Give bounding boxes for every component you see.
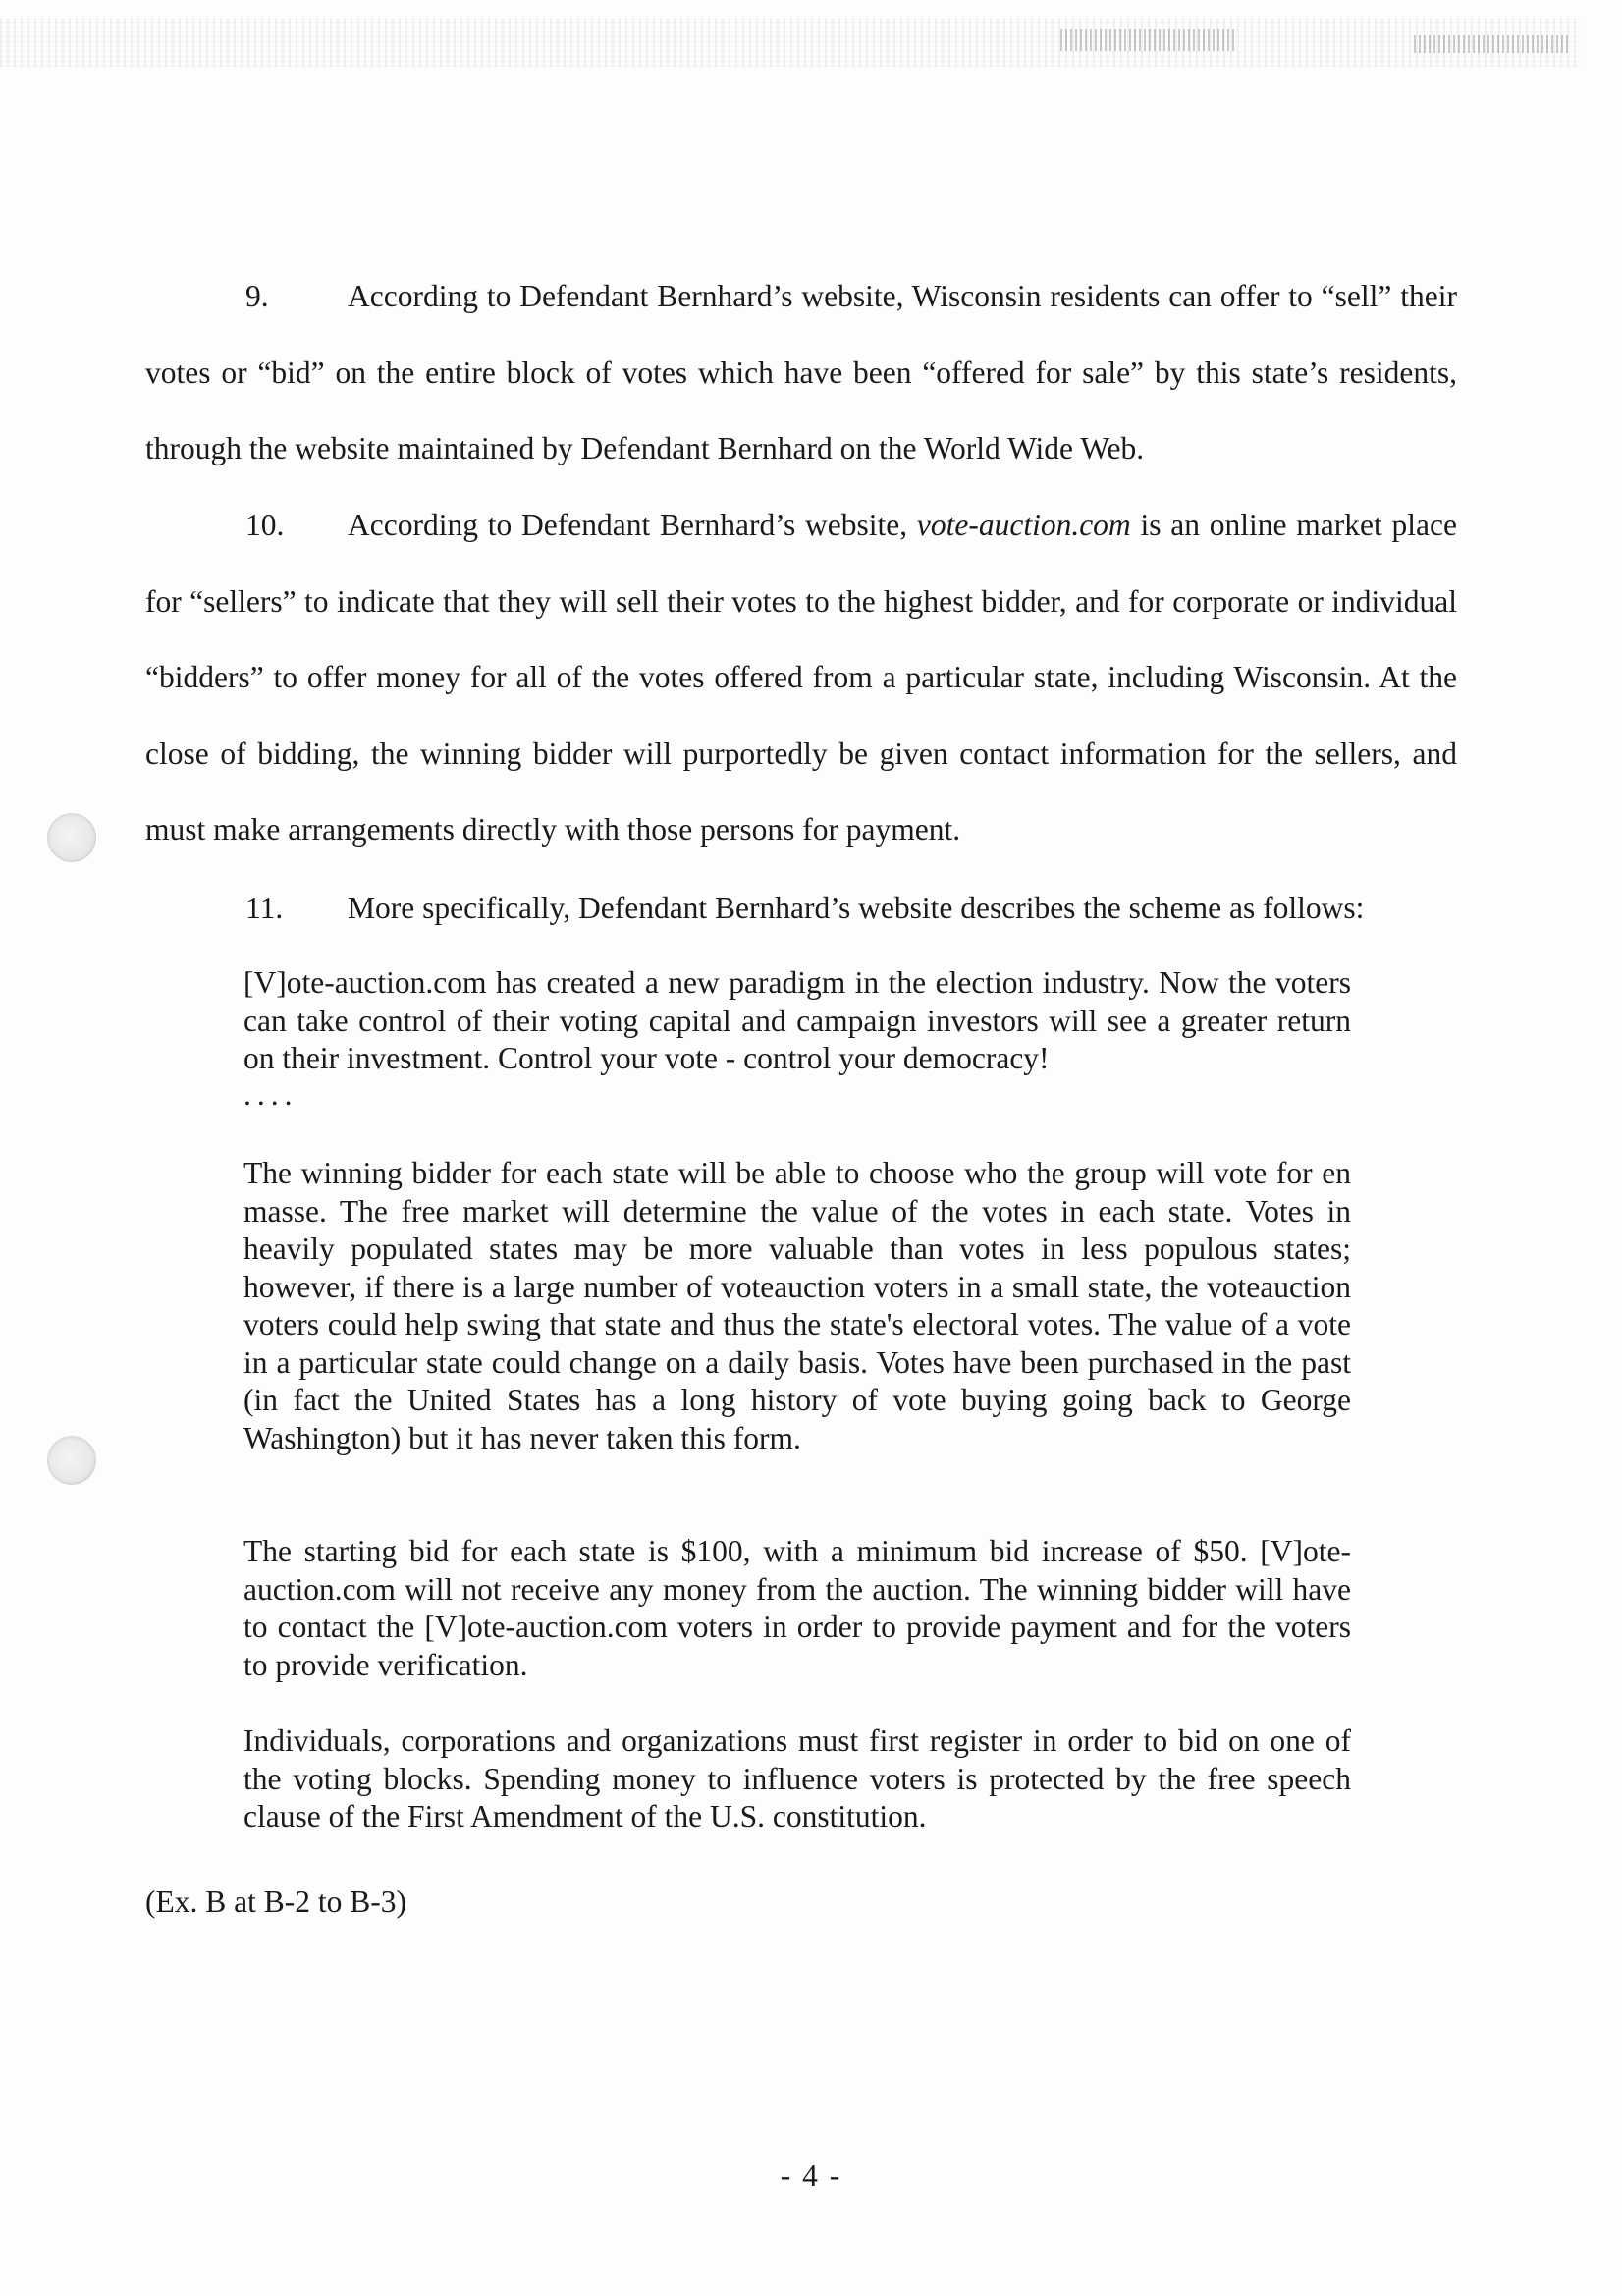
scan-noise-strip xyxy=(0,18,1581,67)
block-quote: [V]ote-auction.com has created a new paradigm in the election industry. Now the voters can take control of their voting capital and campaign investors will see a greater return on their investment. Control your vote - control your democracy! xyxy=(243,965,1351,1075)
paragraph-text: According to Defendant Bernhard’s website, xyxy=(348,508,917,542)
block-quote: Individuals, corporations and organizations must first register in order to bid on one of the voting blocks. Spending money to influence voters is protected by the free speech clause of the First Amendment of the U.S. constitution. xyxy=(243,1723,1351,1833)
block-quote: The winning bidder for each state will be able to choose who the group will vote for en masse. The free market will determine the value of the votes in each state. Votes in heavily populated states may be more valuable than votes in less populous states; however, if there is a large number of voteauction voters in a small state, the voteauction voters could help swing that state and thus the state's electoral votes. The value of a vote in a particular state could change on a daily basis. Votes have been purchased in the past (in fact the United States has a long history of vote buying going back to George Washington) but it has never taken this form. xyxy=(243,1156,1351,1455)
page-number: - 4 - xyxy=(780,2159,842,2193)
paragraph-9 xyxy=(145,258,1457,487)
paragraph-number: 11. xyxy=(245,891,284,925)
scan-noise-mark xyxy=(1414,35,1571,53)
paragraph-number: 10. xyxy=(245,508,285,542)
paragraph-text: More specifically, Defendant Bernhard’s website describes the scheme as follows: xyxy=(348,891,1365,925)
punch-hole-upper xyxy=(47,813,96,862)
paragraph-text: is an online market place for “sellers” to indicate that they will sell their votes to the highest bidder, and for corporate or individual “bidders” to offer money for all of the votes offered from a particular state, including Wisconsin. At the close of bidding, the winning bidder will purportedly be given contact information for the sellers, and must make arrangements directly with those persons for payment. xyxy=(145,508,1457,847)
block-quote-ellipsis: .... xyxy=(243,1077,298,1112)
exhibit-citation: (Ex. B at B-2 to B-3) xyxy=(145,1885,406,1919)
paragraph-10 xyxy=(145,487,1457,868)
block-quote: The starting bid for each state is $100, with a minimum bid increase of $50. [V]ote-auction.com will not receive any money from the auction. The winning bidder will have to contact the [V]ote-auction.com voters in order to provide payment and for the voters to provide verification. xyxy=(243,1534,1351,1682)
website-name: vote-auction.com xyxy=(916,508,1131,542)
paragraph-11 xyxy=(145,870,1457,947)
paragraph-text: According to Defendant Bernhard’s website, Wisconsin residents can offer to “sell” their votes or “bid” on the entire block of votes which have been “offered for sale” by this state’s residents, through the website maintained by Defendant Bernhard on the World Wide Web. xyxy=(145,279,1457,465)
scan-noise-mark xyxy=(1060,29,1237,51)
paragraph-number: 9. xyxy=(245,279,269,313)
punch-hole-lower xyxy=(47,1436,96,1485)
